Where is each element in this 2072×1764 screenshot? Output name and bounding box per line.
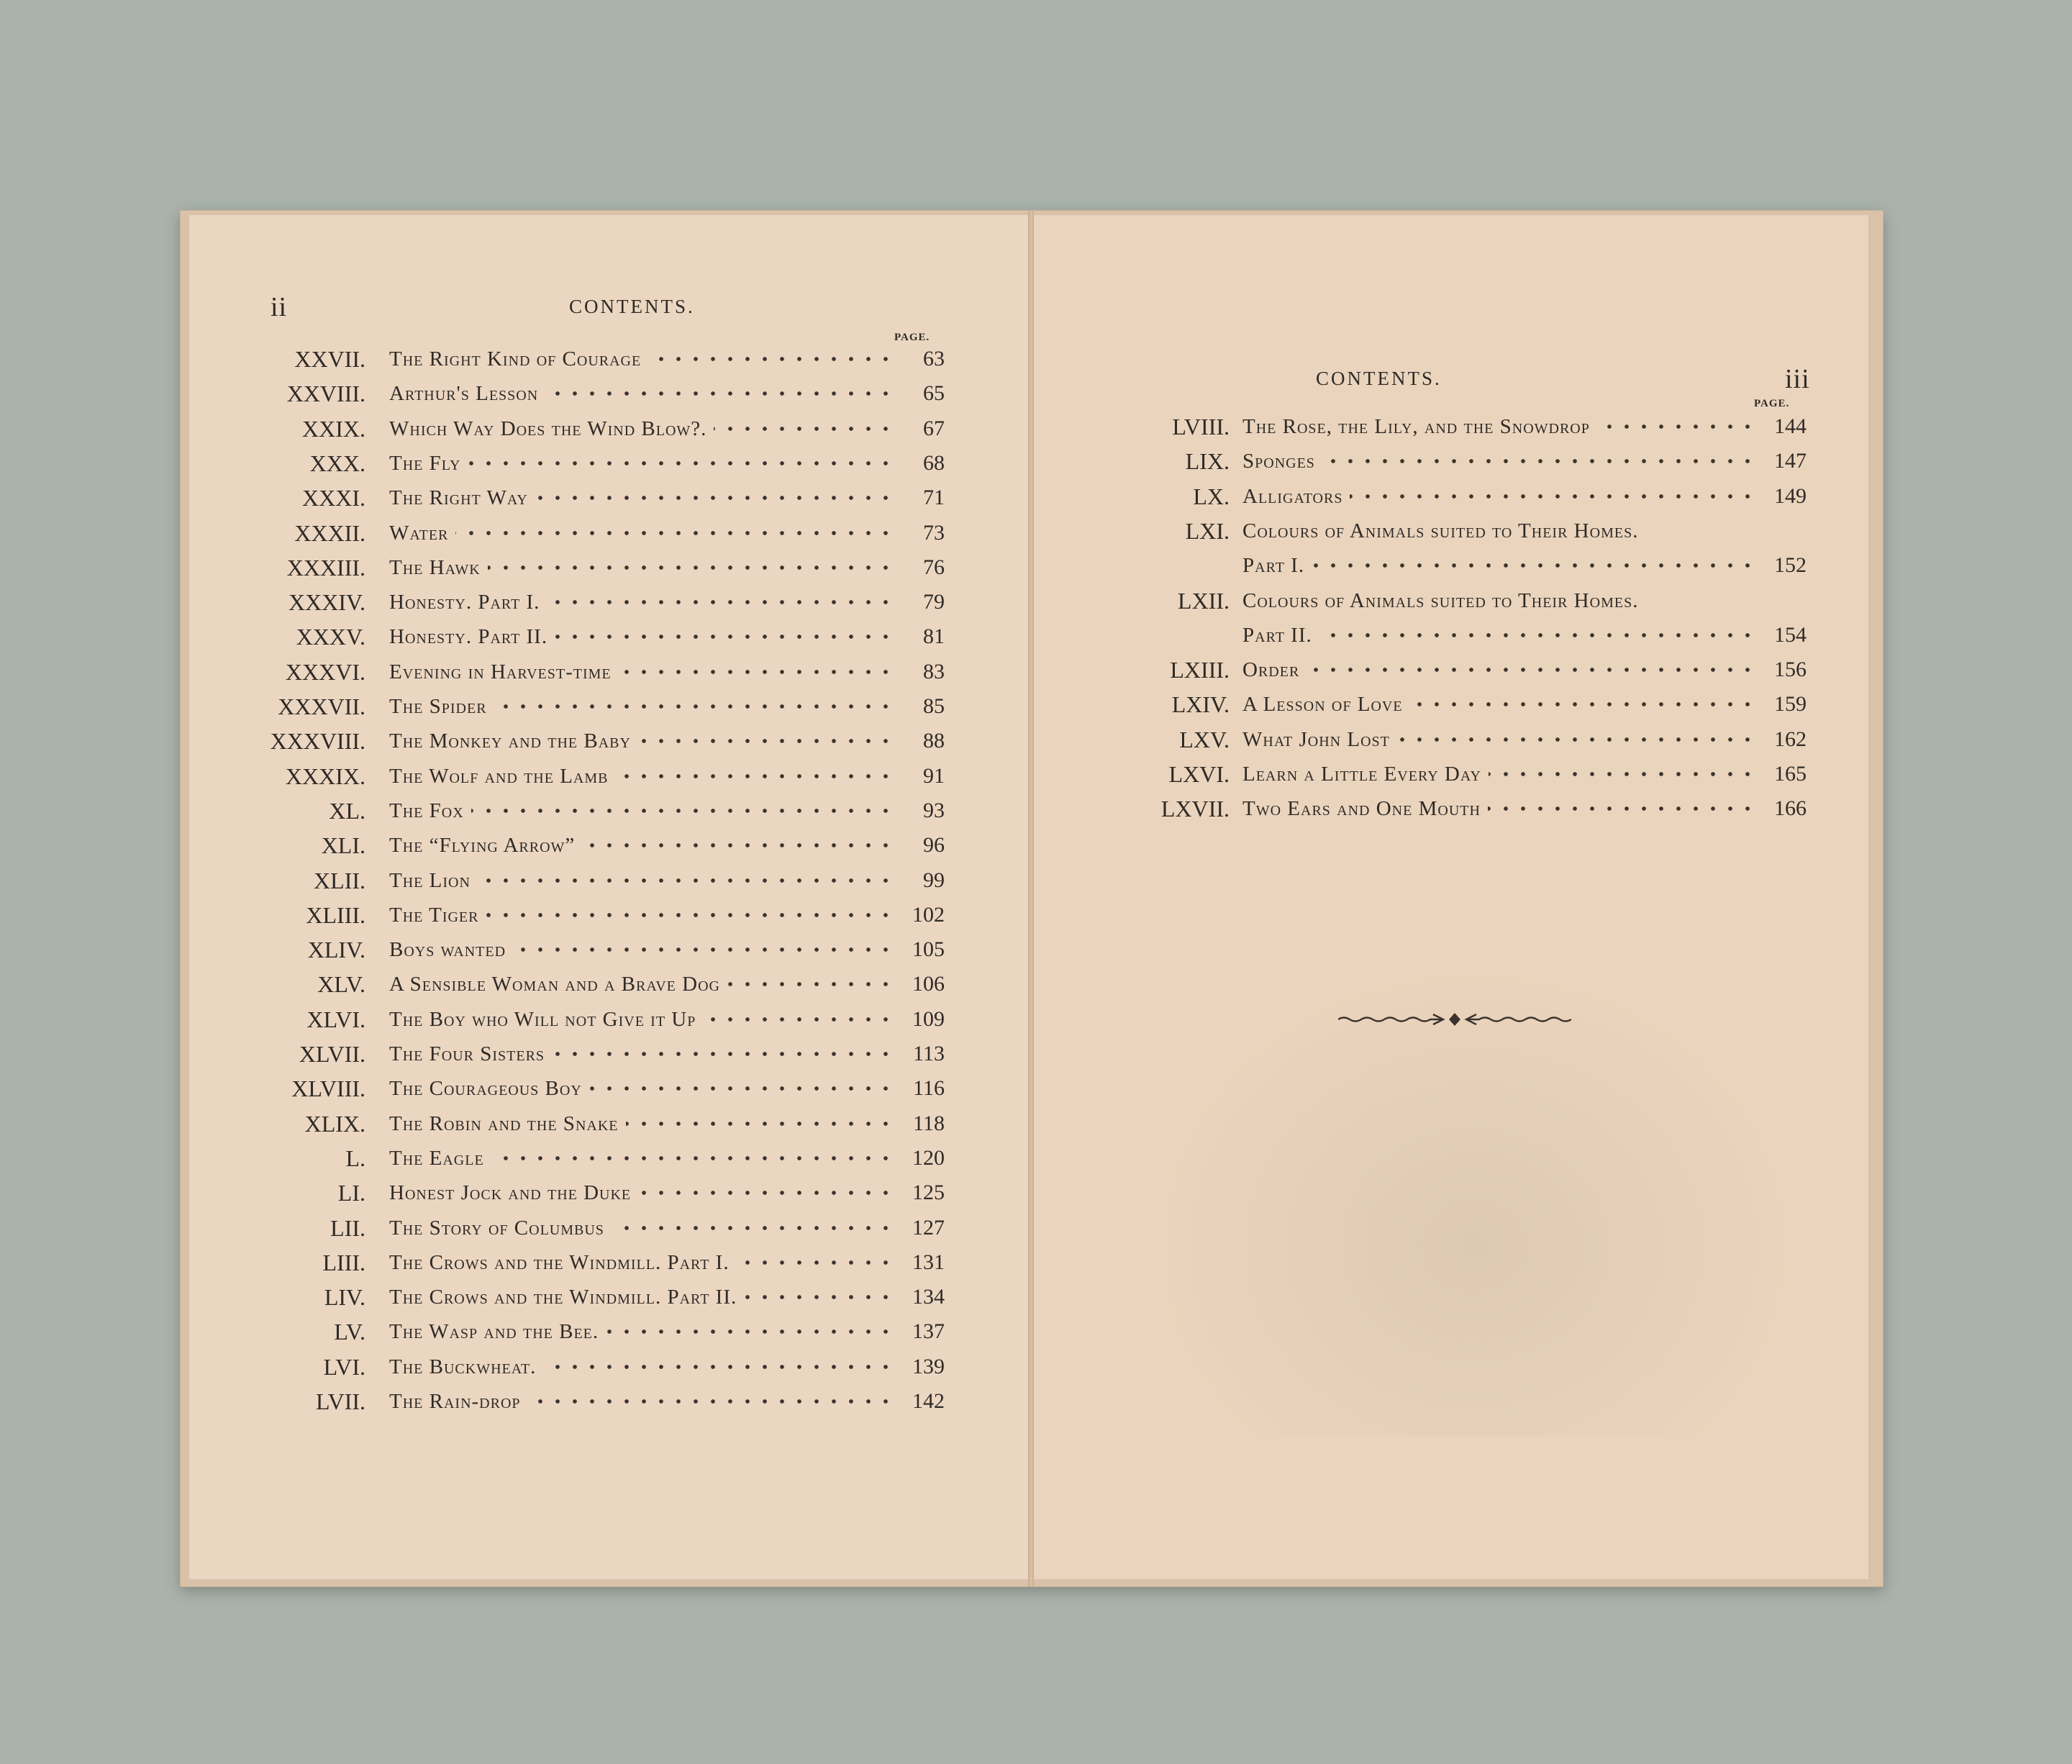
dot-leader — [543, 1350, 894, 1384]
contents-entry — [189, 1071, 945, 1106]
dot-leader — [744, 1280, 894, 1314]
page-reference: 91 — [923, 763, 945, 788]
chapter-title: Boys wanted — [389, 938, 506, 962]
dot-leader — [1410, 687, 1756, 722]
chapter-numeral: XXXV. — [296, 624, 365, 650]
dot-leader — [582, 828, 894, 863]
chapter-title: The Buckwheat. — [389, 1355, 537, 1378]
page-reference: 76 — [923, 555, 945, 579]
contents-entry — [189, 376, 945, 411]
chapter-title: The Crows and the Windmill. Part II. — [389, 1286, 737, 1309]
chapter-title: Honesty. Part I. — [389, 591, 540, 614]
contents-entry — [1034, 653, 1807, 687]
chapter-title: Learn a Little Every Day — [1242, 763, 1481, 786]
contents-entry — [189, 1280, 945, 1314]
page-reference: 166 — [1774, 796, 1807, 821]
chapter-title: The Story of Columbus — [389, 1216, 604, 1240]
chapter-numeral: XLVI. — [306, 1006, 365, 1032]
chapter-title: A Sensible Woman and a Brave Dog — [389, 973, 720, 996]
dot-leader — [727, 967, 894, 1001]
book-gutter — [1028, 211, 1034, 1586]
page-reference: 144 — [1774, 414, 1807, 438]
contents-entry — [189, 446, 945, 481]
page-reference: 83 — [923, 659, 945, 683]
dot-leader — [552, 1037, 894, 1071]
contents-entry — [189, 1141, 945, 1176]
page-reference: 68 — [923, 450, 945, 475]
contents-entry — [189, 1211, 945, 1245]
chapter-title: The Eagle — [389, 1146, 484, 1170]
chapter-title: Honest Jock and the Duke — [389, 1181, 632, 1205]
chapter-numeral: XXVII. — [294, 346, 365, 372]
chapter-title: The Hawk — [389, 555, 481, 579]
dot-leader — [535, 481, 894, 515]
contents-entry — [189, 794, 945, 828]
dot-leader — [612, 1211, 894, 1245]
chapter-numeral: LXVII. — [1160, 796, 1230, 822]
chapter-title: The Courageous Boy — [389, 1077, 582, 1101]
chapter-numeral: XL. — [329, 797, 365, 824]
page-reference: 120 — [912, 1145, 945, 1170]
chapter-title: What John Lost — [1242, 727, 1390, 751]
dot-leader — [491, 1141, 894, 1176]
chapter-numeral: XXXIX. — [285, 763, 365, 789]
page-column-label: PAGE. — [894, 332, 930, 343]
contents-entry — [1034, 409, 1807, 444]
page-reference: 131 — [912, 1250, 945, 1274]
page-reference: 127 — [912, 1215, 945, 1240]
contents-entry — [189, 967, 945, 1001]
contents-entry — [1034, 618, 1807, 653]
dot-leader — [626, 1106, 894, 1141]
chapter-numeral: LVIII. — [1172, 414, 1230, 440]
page-stain — [1145, 961, 1804, 1436]
chapter-numeral: LXI. — [1185, 517, 1230, 544]
page-reference: 63 — [923, 347, 945, 370]
chapter-title: The Crows and the Windmill. Part I. — [389, 1250, 730, 1274]
page-reference: 149 — [1774, 483, 1807, 508]
chapter-numeral: L. — [345, 1145, 365, 1171]
chapter-numeral: LV. — [334, 1319, 365, 1345]
dot-leader — [547, 585, 894, 619]
dot-leader — [545, 376, 894, 411]
chapter-title: Colours of Animals suited to Their Homes. — [1242, 519, 1639, 542]
chapter-numeral: LXIV. — [1171, 691, 1230, 718]
contents-entry — [1034, 514, 1807, 548]
chapter-title: The Fox — [389, 799, 464, 822]
dot-leader — [1397, 722, 1756, 757]
page-reference: 73 — [923, 520, 945, 545]
dot-leader — [1488, 791, 1756, 826]
chapter-numeral: XLVIII. — [291, 1076, 365, 1102]
contents-entry — [189, 412, 945, 446]
page-reference: 85 — [923, 694, 945, 718]
page-reference: 81 — [923, 624, 945, 649]
page-reference: 142 — [912, 1389, 945, 1413]
contents-entry — [189, 1106, 945, 1141]
chapter-title: The Four Sisters — [389, 1042, 545, 1065]
page-reference: 154 — [1774, 622, 1807, 647]
chapter-title: Part II. — [1242, 623, 1312, 647]
chapter-title: Water — [389, 521, 449, 545]
dot-leader — [494, 689, 894, 724]
chapter-numeral: LX. — [1193, 483, 1230, 509]
chapter-title: The Wolf and the Lamb — [389, 764, 609, 788]
chapter-title: The Rose, the Lily, and the Snowdrop — [1242, 415, 1590, 438]
chapter-numeral: LIX. — [1185, 448, 1230, 475]
chapter-title: Which Way Does the Wind Blow?. — [389, 417, 707, 440]
chapter-numeral: XXXIII. — [286, 554, 365, 581]
page-reference: 79 — [923, 590, 945, 614]
chapter-title: Honesty. Part II. — [389, 625, 548, 649]
chapter-numeral: XXX. — [309, 450, 365, 476]
dot-leader — [486, 898, 894, 932]
chapter-numeral: LVII. — [315, 1388, 365, 1414]
chapter-title: Evening in Harvest-time — [389, 660, 612, 683]
contents-list — [1034, 409, 1807, 841]
dot-leader — [648, 342, 894, 376]
chapter-title: The Tiger — [389, 903, 479, 927]
chapter-title: The Robin and the Snake — [389, 1111, 619, 1135]
chapter-title: The Right Way — [389, 486, 528, 510]
page-reference: 88 — [923, 729, 945, 753]
contents-entry — [189, 516, 945, 550]
page-reference: 102 — [912, 902, 945, 927]
chapter-numeral: XLVII. — [299, 1041, 365, 1067]
page-reference: 134 — [912, 1285, 945, 1309]
page-reference: 156 — [1774, 658, 1807, 682]
chapter-title: The “Flying Arrow” — [389, 834, 576, 858]
contents-entry — [189, 1350, 945, 1384]
chapter-numeral: LII. — [330, 1214, 365, 1241]
chapter-title: The Wasp and the Bee. — [389, 1320, 599, 1344]
dot-leader — [468, 446, 894, 481]
dot-leader — [513, 932, 894, 967]
page-reference: 162 — [1774, 727, 1807, 751]
page-reference: 96 — [923, 833, 945, 858]
dot-leader — [488, 550, 894, 585]
contents-entry — [189, 619, 945, 654]
chapter-numeral: XLV. — [317, 971, 365, 998]
chapter-numeral: XLI. — [321, 832, 365, 859]
chapter-numeral: XLIX. — [304, 1110, 365, 1137]
dot-leader — [1319, 618, 1756, 653]
page-reference: 109 — [912, 1006, 945, 1031]
chapter-title: Order — [1242, 658, 1300, 682]
page-reference: 67 — [923, 416, 945, 440]
chapter-title: The Fly — [389, 451, 461, 475]
chapter-title: The Rain-drop — [389, 1390, 521, 1413]
page-number: iii — [1785, 364, 1810, 394]
page-reference: 93 — [923, 798, 945, 822]
chapter-numeral: LI. — [337, 1180, 365, 1206]
page-reference: 139 — [912, 1354, 945, 1378]
contents-entry — [189, 932, 945, 967]
contents-list — [189, 342, 945, 1414]
chapter-title: The Boy who Will not Give it Up — [389, 1007, 696, 1031]
dot-leader — [606, 1314, 894, 1349]
page-reference: 147 — [1774, 449, 1807, 473]
contents-entry — [1034, 444, 1807, 478]
chapter-numeral: LXVI. — [1168, 761, 1230, 787]
chapter-title: The Monkey and the Baby — [389, 729, 631, 753]
page-reference: 137 — [912, 1319, 945, 1344]
page-reference: 116 — [913, 1076, 945, 1101]
chapter-numeral: XLIII. — [306, 901, 365, 928]
chapter-title: The Spider — [389, 695, 487, 718]
running-head: CONTENTS. — [569, 296, 695, 317]
dot-leader — [1322, 444, 1756, 478]
page-column-label: PAGE. — [1754, 398, 1790, 409]
chapter-numeral: LXV. — [1179, 726, 1230, 753]
running-head: CONTENTS. — [1316, 368, 1442, 389]
page-reference: 99 — [923, 868, 945, 892]
contents-entry — [189, 1037, 945, 1071]
contents-entry — [189, 898, 945, 932]
dot-leader — [478, 863, 894, 898]
contents-entry — [1034, 722, 1807, 757]
contents-entry — [189, 1245, 945, 1280]
contents-entry — [1034, 791, 1807, 826]
contents-entry — [1034, 757, 1807, 791]
page-reference: 125 — [912, 1181, 945, 1205]
dot-leader — [1307, 653, 1756, 687]
contents-entry — [189, 724, 945, 758]
dot-leader — [589, 1071, 894, 1106]
chapter-title: Part I. — [1242, 554, 1305, 578]
dot-leader — [714, 412, 894, 446]
dot-leader — [471, 794, 894, 828]
chapter-numeral: XXIX. — [302, 415, 365, 442]
page-reference: 105 — [912, 937, 945, 962]
contents-entry — [189, 585, 945, 619]
page-reference: 152 — [1774, 553, 1807, 578]
contents-entry — [1034, 548, 1807, 583]
chapter-numeral: XXXIV. — [288, 589, 365, 616]
page-reference: 106 — [912, 972, 945, 996]
chapter-title: Arthur's Lesson — [389, 382, 539, 406]
contents-entry — [1034, 687, 1807, 722]
left-page — [189, 215, 1028, 1579]
page-reference: 65 — [923, 381, 945, 406]
dot-leader — [528, 1384, 894, 1419]
dot-leader — [1350, 479, 1756, 514]
dot-leader — [616, 759, 894, 794]
chapter-numeral: XLII. — [314, 867, 365, 894]
chapter-title: The Lion — [389, 868, 471, 892]
chapter-numeral: XLIV. — [307, 937, 365, 963]
contents-entry — [189, 1002, 945, 1037]
chapter-title: Two Ears and One Mouth — [1242, 797, 1481, 821]
chapter-numeral: LXII. — [1178, 587, 1230, 614]
chapter-title: Sponges — [1242, 450, 1315, 473]
contents-entry — [189, 759, 945, 794]
dot-leader — [1312, 548, 1756, 583]
chapter-numeral: LVI. — [323, 1353, 365, 1380]
page-reference: 113 — [913, 1042, 945, 1065]
chapter-numeral: XXVIII. — [286, 381, 365, 407]
chapter-numeral: XXXVI. — [285, 658, 365, 685]
dot-leader — [455, 516, 894, 550]
contents-entry — [189, 863, 945, 898]
contents-entry — [189, 342, 945, 376]
chapter-numeral: XXXVII. — [278, 694, 365, 719]
dot-leader — [638, 724, 894, 758]
dot-leader — [737, 1245, 894, 1280]
dot-leader — [1489, 757, 1756, 791]
chapter-numeral: LIII. — [322, 1249, 365, 1276]
page-reference: 71 — [923, 486, 945, 510]
contents-entry — [189, 481, 945, 515]
contents-entry — [189, 655, 945, 689]
page-reference: 159 — [1774, 692, 1807, 717]
chapter-numeral: XXXVIII. — [270, 728, 365, 755]
page-reference: 165 — [1774, 762, 1807, 786]
chapter-numeral: XXXII. — [294, 519, 365, 546]
contents-entry — [1034, 479, 1807, 514]
chapter-title: Colours of Animals suited to Their Homes. — [1242, 588, 1639, 612]
ornament-rule-icon — [1338, 1009, 1571, 1030]
chapter-numeral: LXIII. — [1170, 657, 1230, 683]
contents-entry — [189, 1384, 945, 1419]
chapter-numeral: LIV. — [324, 1284, 365, 1311]
contents-entry — [189, 1314, 945, 1349]
page-reference: 118 — [913, 1111, 945, 1135]
chapter-numeral: XXXI. — [302, 485, 365, 512]
contents-entry — [189, 1176, 945, 1210]
contents-entry — [189, 828, 945, 863]
chapter-title: A Lesson of Love — [1242, 693, 1403, 717]
contents-entry — [1034, 583, 1807, 618]
dot-leader — [619, 655, 894, 689]
contents-entry — [189, 550, 945, 585]
chapter-title: The Right Kind of Courage — [389, 347, 642, 370]
contents-entry — [189, 689, 945, 724]
page-number: ii — [271, 292, 288, 322]
dot-leader — [555, 619, 894, 654]
dot-leader — [703, 1002, 894, 1037]
dot-leader — [1597, 409, 1756, 444]
dot-leader — [638, 1176, 894, 1210]
chapter-title: Alligators — [1242, 484, 1343, 508]
